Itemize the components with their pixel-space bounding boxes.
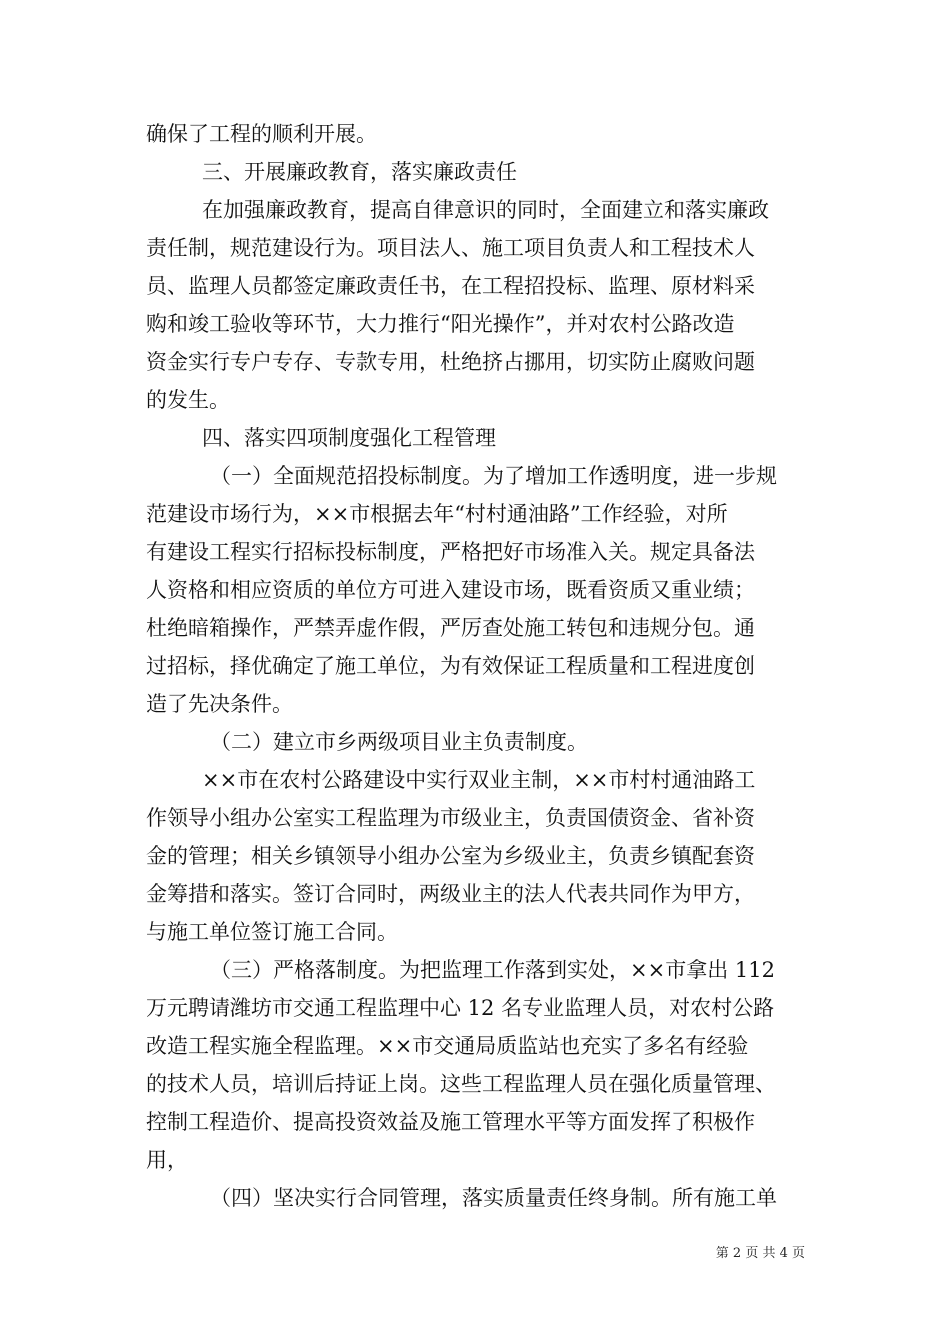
paragraph-line: 用， — [146, 1148, 188, 1172]
paragraph-line: 确保了工程的顺利开展。 — [146, 122, 377, 146]
section-heading: 四、落实四项制度强化工程管理 — [202, 426, 496, 450]
paragraph-line: （三）严格落制度。为把监理工作落到实处，××市拿出 112 — [210, 958, 775, 982]
paragraph-line: 与施工单位签订施工合同。 — [146, 920, 398, 944]
paragraph-line: 的发生。 — [146, 388, 230, 412]
document-body — [146, 115, 810, 1217]
paragraph-line: 购和竣工验收等环节，大力推行“阳光操作”，并对农村公路改造 — [146, 312, 735, 336]
paragraph-line: 金的管理；相关乡镇领导小组办公室为乡级业主，负责乡镇配套资 — [146, 844, 755, 868]
paragraph-line: 资金实行专户专存、专款专用，杜绝挤占挪用，切实防止腐败问题 — [146, 350, 755, 374]
paragraph-line: 在加强廉政教育，提高自律意识的同时，全面建立和落实廉政 — [202, 198, 769, 222]
paragraph-line: 范建设市场行为，××市根据去年“村村通油路”工作经验，对所 — [146, 502, 728, 526]
paragraph-line: 责任制，规范建设行为。项目法人、施工项目负责人和工程技术人 — [146, 236, 755, 260]
paragraph-line: 作领导小组办公室实工程监理为市级业主，负责国债资金、省补资 — [146, 806, 755, 830]
paragraph-line: 控制工程造价、提高投资效益及施工管理水平等方面发挥了积极作 — [146, 1110, 755, 1134]
section-heading: 三、开展廉政教育，落实廉政责任 — [202, 160, 517, 184]
paragraph-line: 万元聘请潍坊市交通工程监理中心 12 名专业监理人员，对农村公路 — [146, 996, 775, 1020]
paragraph-line: 改造工程实施全程监理。××市交通局质监站也充实了多名有经验 — [146, 1034, 749, 1058]
paragraph-line: 人资格和相应资质的单位方可进入建设市场，既看资质又重业绩； — [146, 578, 755, 602]
paragraph-line: （四）坚决实行合同管理，落实质量责任终身制。所有施工单 — [210, 1186, 777, 1210]
paragraph-line: 杜绝暗箱操作，严禁弄虚作假，严厉查处施工转包和违规分包。通 — [146, 616, 755, 640]
paragraph-line: ××市在农村公路建设中实行双业主制，××市村村通油路工 — [202, 768, 756, 792]
paragraph-line: 造了先决条件。 — [146, 692, 293, 716]
paragraph-line: 的技术人员，培训后持证上岗。这些工程监理人员在强化质量管理、 — [146, 1072, 776, 1096]
paragraph-line: （一）全面规范招投标制度。为了增加工作透明度，进一步规 — [210, 464, 777, 488]
paragraph-line: 员、监理人员都签定廉政责任书，在工程招投标、监理、原材料采 — [146, 274, 755, 298]
paragraph-line: 金筹措和落实。签订合同时，两级业主的法人代表共同作为甲方， — [146, 882, 755, 906]
paragraph-line: 过招标，择优确定了施工单位，为有效保证工程质量和工程进度创 — [146, 654, 755, 678]
paragraph-line: 有建设工程实行招标投标制度，严格把好市场准入关。规定具备法 — [146, 540, 755, 564]
page-number: 第 2 页 共 4 页 — [715, 1246, 805, 1261]
subsection-heading: （二）建立市乡两级项目业主负责制度。 — [210, 730, 588, 754]
